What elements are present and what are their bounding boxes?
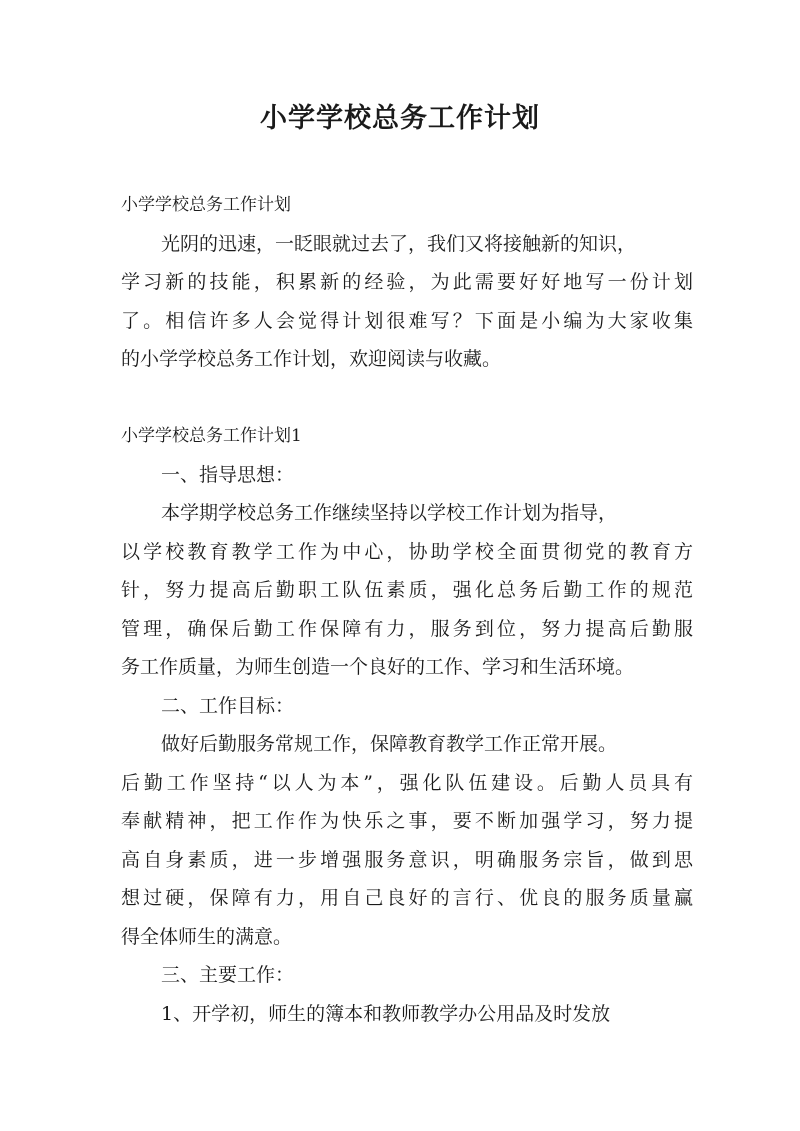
section2-line: 奉献精神，把工作作为快乐之事，要不断加强学习，努力提 [121, 810, 693, 832]
paragraph-gap [121, 379, 693, 418]
section1-line: 管理，确保后勤工作保障有力，服务到位，努力提高后勤服 [121, 617, 693, 640]
section1-heading: 一、指导思想： [161, 463, 295, 486]
document-title: 小学学校总务工作计划 [260, 103, 540, 134]
section2-line: 高自身素质，进一步增强服务意识，明确服务宗旨，做到思 [121, 848, 693, 871]
section1-line: 以学校教育教学工作为中心，协助学校全面贯彻党的教育方 [121, 540, 693, 563]
subtitle: 小学学校总务工作计划 [121, 195, 291, 215]
section2-line: 后勤工作坚持“以人为本”，强化队伍建设。后勤人员具有 [121, 771, 693, 794]
section2-heading: 二、工作目标： [161, 694, 295, 717]
section2-line: 得全体师生的满意。 [121, 925, 293, 948]
section2-line: 做好后勤服务常规工作，保障教育教学工作正常开展。 [161, 733, 618, 755]
section1-line: 务工作质量，为师生创造一个良好的工作、学习和生活环境。 [121, 656, 635, 678]
section2-line: 想过硬，保障有力，用自己良好的言行、优良的服务质量赢 [121, 887, 693, 909]
section1-line: 本学期学校总务工作继续坚持以学校工作计划为指导， [161, 502, 618, 524]
intro-line: 光阴的迅速，一眨眼就过去了，我们又将接触新的知识， [161, 232, 637, 255]
section1-line: 针，努力提高后勤职工队伍素质，强化总务后勤工作的规范 [121, 579, 693, 601]
section3-heading: 三、主要工作： [161, 964, 295, 986]
intro-line: 的小学学校总务工作计划，欢迎阅读与收藏。 [121, 348, 502, 370]
section3-line: 1、开学初，师生的簿本和教师教学办公用品及时发放 [161, 1002, 611, 1025]
document-body [121, 186, 693, 1033]
plan1-heading: 小学学校总务工作计划1 [121, 426, 302, 446]
intro-line: 学习新的技能，积累新的经验，为此需要好好地写一份计划 [121, 271, 693, 293]
intro-line: 了。相信许多人会觉得计划很难写？下面是小编为大家收集 [121, 309, 693, 332]
